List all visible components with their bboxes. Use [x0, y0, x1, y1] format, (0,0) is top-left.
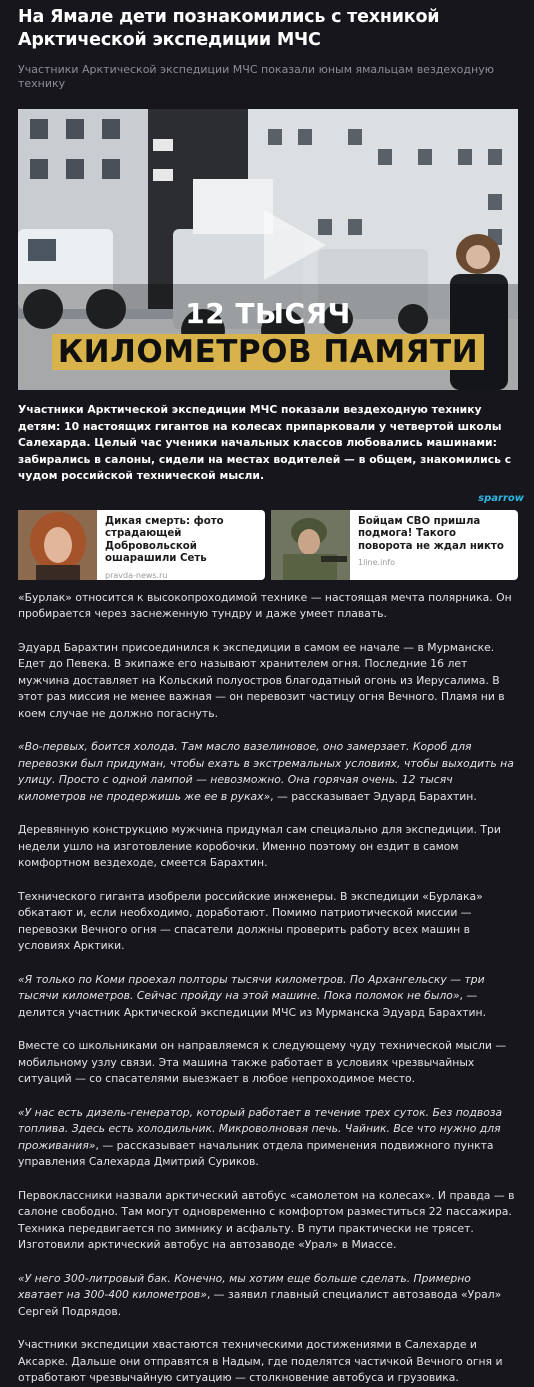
paragraph-text: , — заявил главный специалист автозавода «Урал» Сергей Подрядов. — [18, 1288, 502, 1318]
paragraph-text: «Бурлак» относится к высокопроходимой технике — настоящая мечта полярника. Он пробирается через заснеженную тундру и даже умеет плавать. — [18, 590, 512, 620]
ad-teaser-title: Дикая смерть: фото страдающей Добровольской ошарашили Сеть — [105, 515, 224, 564]
video-caption-line2: КИЛОМЕТРОВ ПАМЯТИ — [18, 334, 518, 370]
article-paragraph — [18, 889, 518, 955]
article-body — [18, 590, 518, 1387]
article-paragraph — [18, 1105, 518, 1171]
article-title: На Ямале дети познакомились с техникой Арктической экспедиции МЧС — [18, 7, 440, 50]
ad-teasers — [18, 510, 518, 580]
paragraph-text: Эдуард Барахтин присоединился к экспедиции в самом ее начале — в Мурманске. Едет до Певека. В экипаже его называют хранителем огня. Последние 16 лет мужчина доставляет на Кольский полуостров благодатный огонь из Иерусалима. В этот раз миссия не менее важная — он перевозит частицу огня Вечного. Пламя ни в коем случае не должно погаснуть. — [18, 640, 505, 720]
paragraph-quote: «Во-первых, боится холода. Там масло вазелиновое, оно замерзает. Короб для перевозки был придуман, чтобы ехать в экстремальных условиях, чтобы выходить на улицу. Просто с одной лампой — невозможно. Она горячая очень. 12 тысяч километров не продержишь же ее в руках» — [18, 740, 514, 803]
paragraph-text: , — рассказывает Эдуард Барахтин. — [270, 789, 477, 803]
paragraph-text: Участники экспедиции хвастаются техническими достижениями в Салехарде и Аксарке. Дальше они отправятся в Надым, где поделятся частичкой Вечного огня и отработают чрезвычайную ситуацию — столкновение автобуса и грузовика. — [18, 1338, 503, 1384]
paragraph-text: Технического гиганта изобрели российские инженеры. В экспедиции «Бурлака» обкатают и, если необходимо, доработают. Помимо патриотической миссии — перевозки Вечного огня — спасатели должны проверить работу всех машин в условиях Арктики. — [18, 889, 483, 952]
article-paragraph — [18, 1271, 518, 1321]
ad-teaser-image — [271, 510, 350, 580]
ad-teaser-image — [18, 510, 97, 580]
article-paragraph — [18, 822, 518, 872]
paragraph-text: Вместе со школьниками он направляемся к следующему чуду технической мысли — мобильному узлу связи. Эта машина также работает в условиях чрезвычайных ситуаций — со спасателями выезжает в любое непроходимое место. — [18, 1039, 507, 1085]
paragraph-text: Деревянную конструкцию мужчина придумал сам специально для экспедиции. Три недели ушло на изготовление коробочки. Именно поэтому он ездит в самом комфортном вездеходе, смеется Барахтин. — [18, 823, 501, 869]
paragraph-quote: «У него 300-литровый бак. Конечно, мы хотим еще больше сделать. Примерно хватает на 300-400 километров» — [18, 1271, 471, 1301]
article-paragraph — [18, 972, 518, 1022]
ad-teaser-source: pravda-news.ru — [105, 570, 168, 580]
article-lead: Участники Арктической экспедиции МЧС показали вездеходную технику детям: 10 настоящих гигантов на колесах припарковали у четвертой школы Салехарда. Целый час ученики начальных классов любовались машинами: забирались в салоны, сидели на местах водителей — в общем, знакомились с чудом российской технической мысли. — [18, 403, 512, 482]
video-caption-line1: 12 ТЫСЯЧ — [185, 297, 351, 330]
paragraph-text: , — рассказывает начальник отдела применения подвижного пункта управления Салехарда Дмитрий Суриков. — [18, 1138, 494, 1168]
ad-teaser-source: 1line.info — [358, 558, 396, 567]
ad-teaser[interactable] — [271, 510, 518, 580]
article-subtitle: Участники Арктической экспедиции МЧС показали юным ямальцам вездеходную технику — [18, 63, 494, 90]
article-paragraph — [18, 739, 518, 805]
article-paragraph — [18, 1337, 518, 1387]
video-player[interactable] — [18, 109, 518, 390]
paragraph-quote: «У нас есть дизель-генератор, который работает в течение трех суток. Без подвоза топлива. Здесь есть холодильник. Микроволновая печь. Чайник. Все что нужно для проживания» — [18, 1105, 503, 1152]
ad-teaser[interactable] — [18, 510, 265, 580]
ad-teaser-title: Бойцам СВО пришла подмога! Такого поворота не ждал никто — [358, 515, 504, 552]
article-paragraph — [18, 640, 518, 723]
paragraph-text: , — делится участник Арктической экспедиции МЧС из Мурманска Эдуард Барахтин. — [18, 989, 487, 1019]
article-paragraph — [18, 590, 518, 623]
ad-brand-logo[interactable]: sparrow — [478, 492, 524, 504]
paragraph-quote: «Я только по Коми проехал полторы тысячи километров. По Архангельску — три тысячи километров. Сейчас пройду на этой машине. Пока поломок не было» — [18, 972, 485, 1002]
paragraph-text: Первоклассники назвали арктический автобус «самолетом на колесах». И правда — в салоне свободно. Там могут одновременно с комфортом разместиться 22 пассажира. Техника передвигается по зимнику и асфальту. В пути практически не трясет. Изготовили арктический автобус на автозаводе «Урал» в Миассе. — [18, 1188, 515, 1251]
article-paragraph — [18, 1038, 518, 1088]
article-paragraph — [18, 1188, 518, 1254]
play-icon[interactable] — [250, 204, 332, 286]
